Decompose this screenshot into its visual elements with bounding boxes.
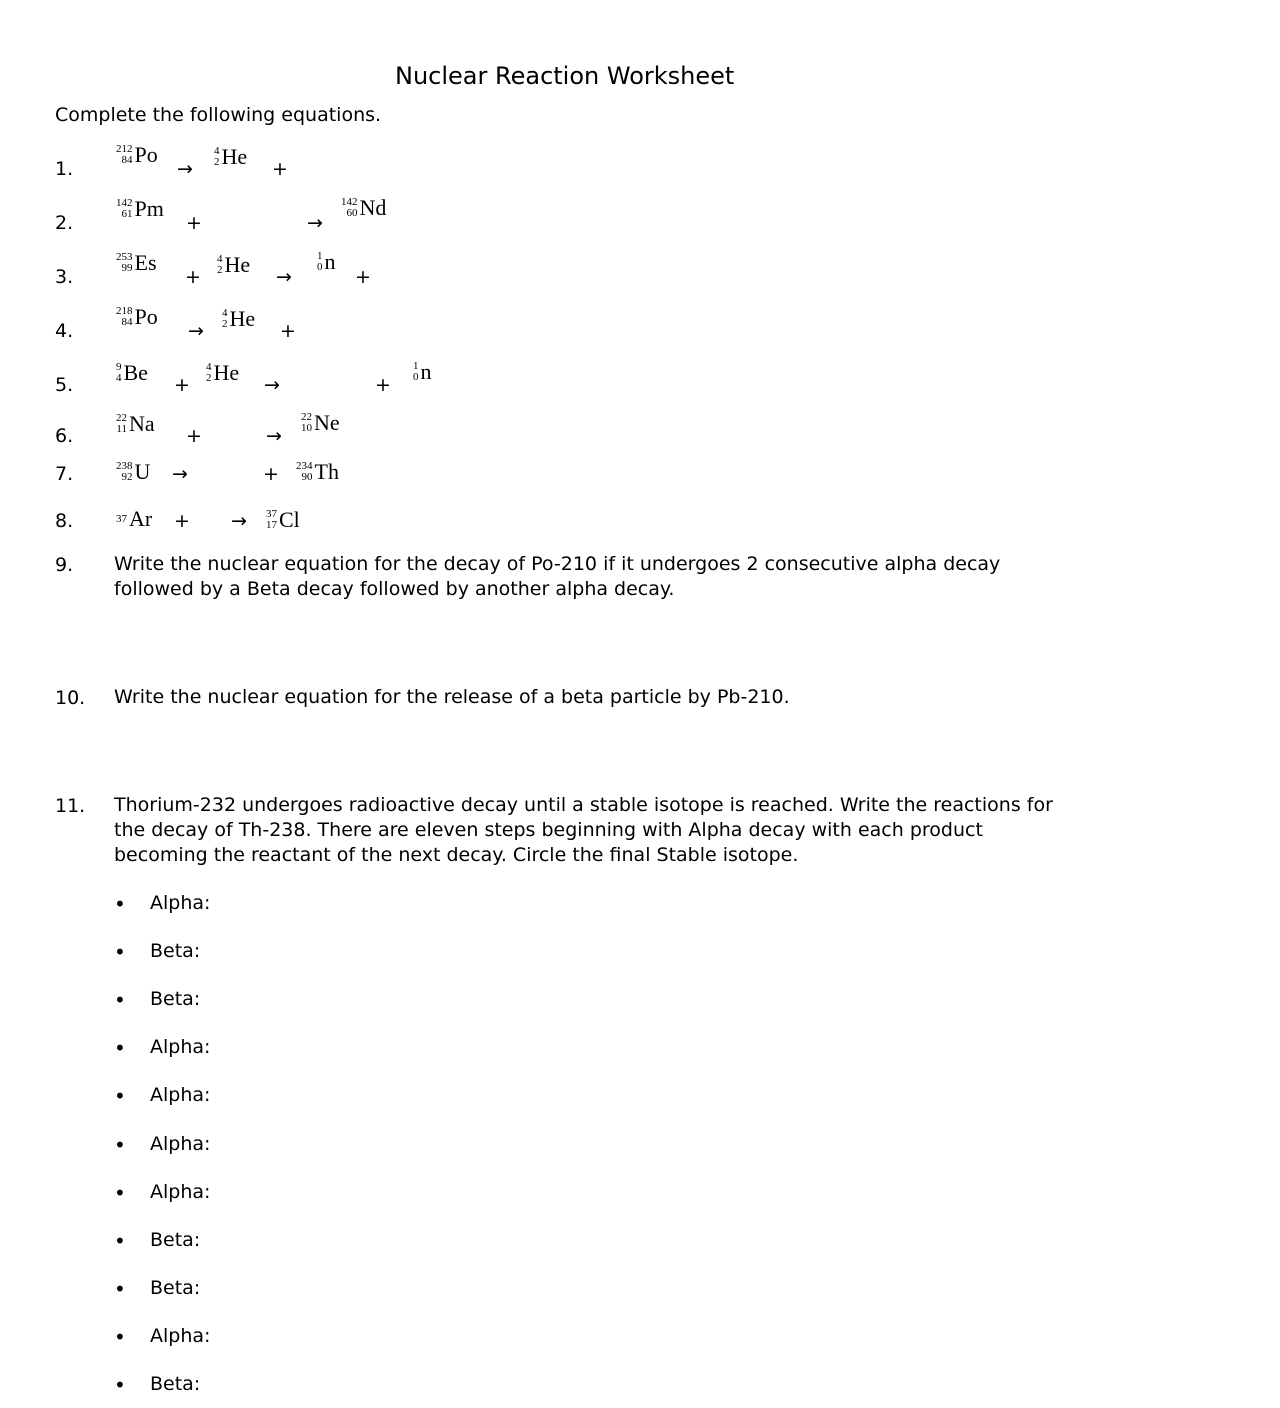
atomic-number: 99 [121,262,133,274]
atomic-number: 11 [116,423,127,435]
nuclide [296,461,339,483]
nuclide [317,251,336,273]
element-symbol: Ar [129,506,153,531]
decay-step-label: Alpha: [150,1181,211,1203]
plus-sign: + [174,510,190,532]
bullet-icon: • [114,1325,126,1349]
question-number: 10. [55,687,86,709]
element-symbol: Po [134,304,158,329]
mass-number: 253 [116,251,133,263]
bullet-icon: • [114,1084,126,1108]
element-symbol: n [420,359,432,384]
element-symbol: Na [129,411,155,436]
instructions: Complete the following equations. [55,104,382,126]
mass-number: 234 [296,460,313,472]
atomic-number: 0 [317,261,323,273]
nuclide [116,306,158,328]
decay-step-label: Alpha: [150,1036,211,1058]
mass-number: 37 [266,508,277,520]
nuclide [116,362,148,384]
bullet-icon: • [114,988,126,1012]
element-symbol: He [221,144,248,169]
nuclide [116,508,152,530]
bullet-icon: • [114,1277,126,1301]
atomic-number: 2 [222,318,228,330]
plus-sign: + [186,425,202,447]
nuclide [413,361,432,383]
arrow: → [266,425,282,447]
mass-number: 4 [206,361,212,373]
element-symbol: He [224,252,251,277]
mass-number: 22 [116,412,127,424]
element-symbol: Es [134,250,157,275]
question-text: Write the nuclear equation for the release of a beta particle by Pb-210. [114,686,790,708]
equation-number: 6. [55,425,74,447]
arrow: → [188,320,204,342]
bullet-icon: • [114,1036,126,1060]
mass-number: 212 [116,143,133,155]
atomic-number: 2 [217,264,223,276]
element-symbol: He [213,360,240,385]
decay-step-label: Alpha: [150,1133,211,1155]
plus-sign: + [185,266,201,288]
arrow: → [307,212,323,234]
element-symbol: Th [314,459,339,484]
element-symbol: He [229,306,256,331]
arrow: → [231,510,247,532]
atomic-number: 84 [121,316,133,328]
arrow: → [276,266,292,288]
nuclide [116,144,158,166]
mass-number: 218 [116,305,133,317]
plus-sign: + [174,374,190,396]
nuclide [214,146,247,168]
element-symbol: Nd [359,195,387,220]
bullet-icon: • [114,1133,126,1157]
mass-number: 4 [222,307,228,319]
element-symbol: Po [134,142,158,167]
bullet-icon: • [114,940,126,964]
bullet-icon: • [114,1181,126,1205]
mass-number: 37 [116,512,127,525]
page-title: Nuclear Reaction Worksheet [395,62,735,90]
nuclide [206,362,239,384]
decay-step-label: Beta: [150,940,201,962]
nuclide [301,412,340,434]
arrow: → [172,463,188,485]
atomic-number: 2 [214,156,220,168]
plus-sign: + [186,212,202,234]
bullet-icon: • [114,892,126,916]
mass-number: 4 [214,145,220,157]
nuclide [116,461,150,483]
atomic-number: 90 [301,471,313,483]
plus-sign: + [280,320,296,342]
nuclide [116,252,157,274]
element-symbol: Be [123,360,148,385]
plus-sign: + [355,266,371,288]
equation-number: 2. [55,212,74,234]
element-symbol: Ne [314,410,340,435]
mass-number: 238 [116,460,133,472]
decay-step-label: Beta: [150,988,201,1010]
atomic-number: 4 [116,372,122,384]
plus-sign: + [375,374,391,396]
equation-number: 5. [55,374,74,396]
plus-sign: + [263,463,279,485]
decay-step-label: Alpha: [150,1325,211,1347]
question-text: Thorium-232 undergoes radioactive decay until a stable isotope is reached. Write the reactions for the decay of Th-238. There are eleven steps beginning with Alpha decay with each product becoming the reactant of the next decay. Circle the final Stable isotope. [114,794,1053,866]
arrow: → [177,158,193,180]
atomic-number: 10 [301,422,312,434]
decay-step-label: Alpha: [150,1084,211,1106]
nuclide [222,308,255,330]
bullet-icon: • [114,1373,126,1397]
decay-step-label: Alpha: [150,892,211,914]
mass-number: 1 [413,360,419,372]
question-text: Write the nuclear equation for the decay of Po-210 if it undergoes 2 consecutive alpha decay followed by a Beta decay followed by another alpha decay. [114,553,1001,600]
equation-number: 8. [55,510,74,532]
atomic-number: 92 [121,471,133,483]
bullet-icon: • [114,1229,126,1253]
mass-number: 142 [341,196,358,208]
nuclide [217,254,250,276]
element-symbol: Cl [279,507,300,532]
equation-number: 3. [55,266,74,288]
mass-number: 9 [116,361,122,373]
equation-number: 4. [55,320,74,342]
nuclide [116,413,155,435]
equation-number: 1. [55,158,74,180]
element-symbol: n [324,249,336,274]
decay-step-label: Beta: [150,1373,201,1395]
decay-step-label: Beta: [150,1277,201,1299]
nuclide [116,198,164,220]
atomic-number: 2 [206,372,212,384]
nuclide [266,509,300,531]
atomic-number: 17 [266,519,277,531]
element-symbol: U [134,459,151,484]
question-number: 9. [55,554,74,576]
mass-number: 142 [116,197,133,209]
mass-number: 22 [301,411,312,423]
question-number: 11. [55,795,86,817]
element-symbol: Pm [134,196,164,221]
atomic-number: 61 [121,208,133,220]
equation-number: 7. [55,463,74,485]
atomic-number: 0 [413,371,419,383]
arrow: → [264,374,280,396]
mass-number: 1 [317,250,323,262]
nuclide [341,197,386,219]
atomic-number: 60 [346,207,358,219]
atomic-number: 84 [121,154,133,166]
mass-number: 4 [217,253,223,265]
decay-step-label: Beta: [150,1229,201,1251]
plus-sign: + [272,158,288,180]
